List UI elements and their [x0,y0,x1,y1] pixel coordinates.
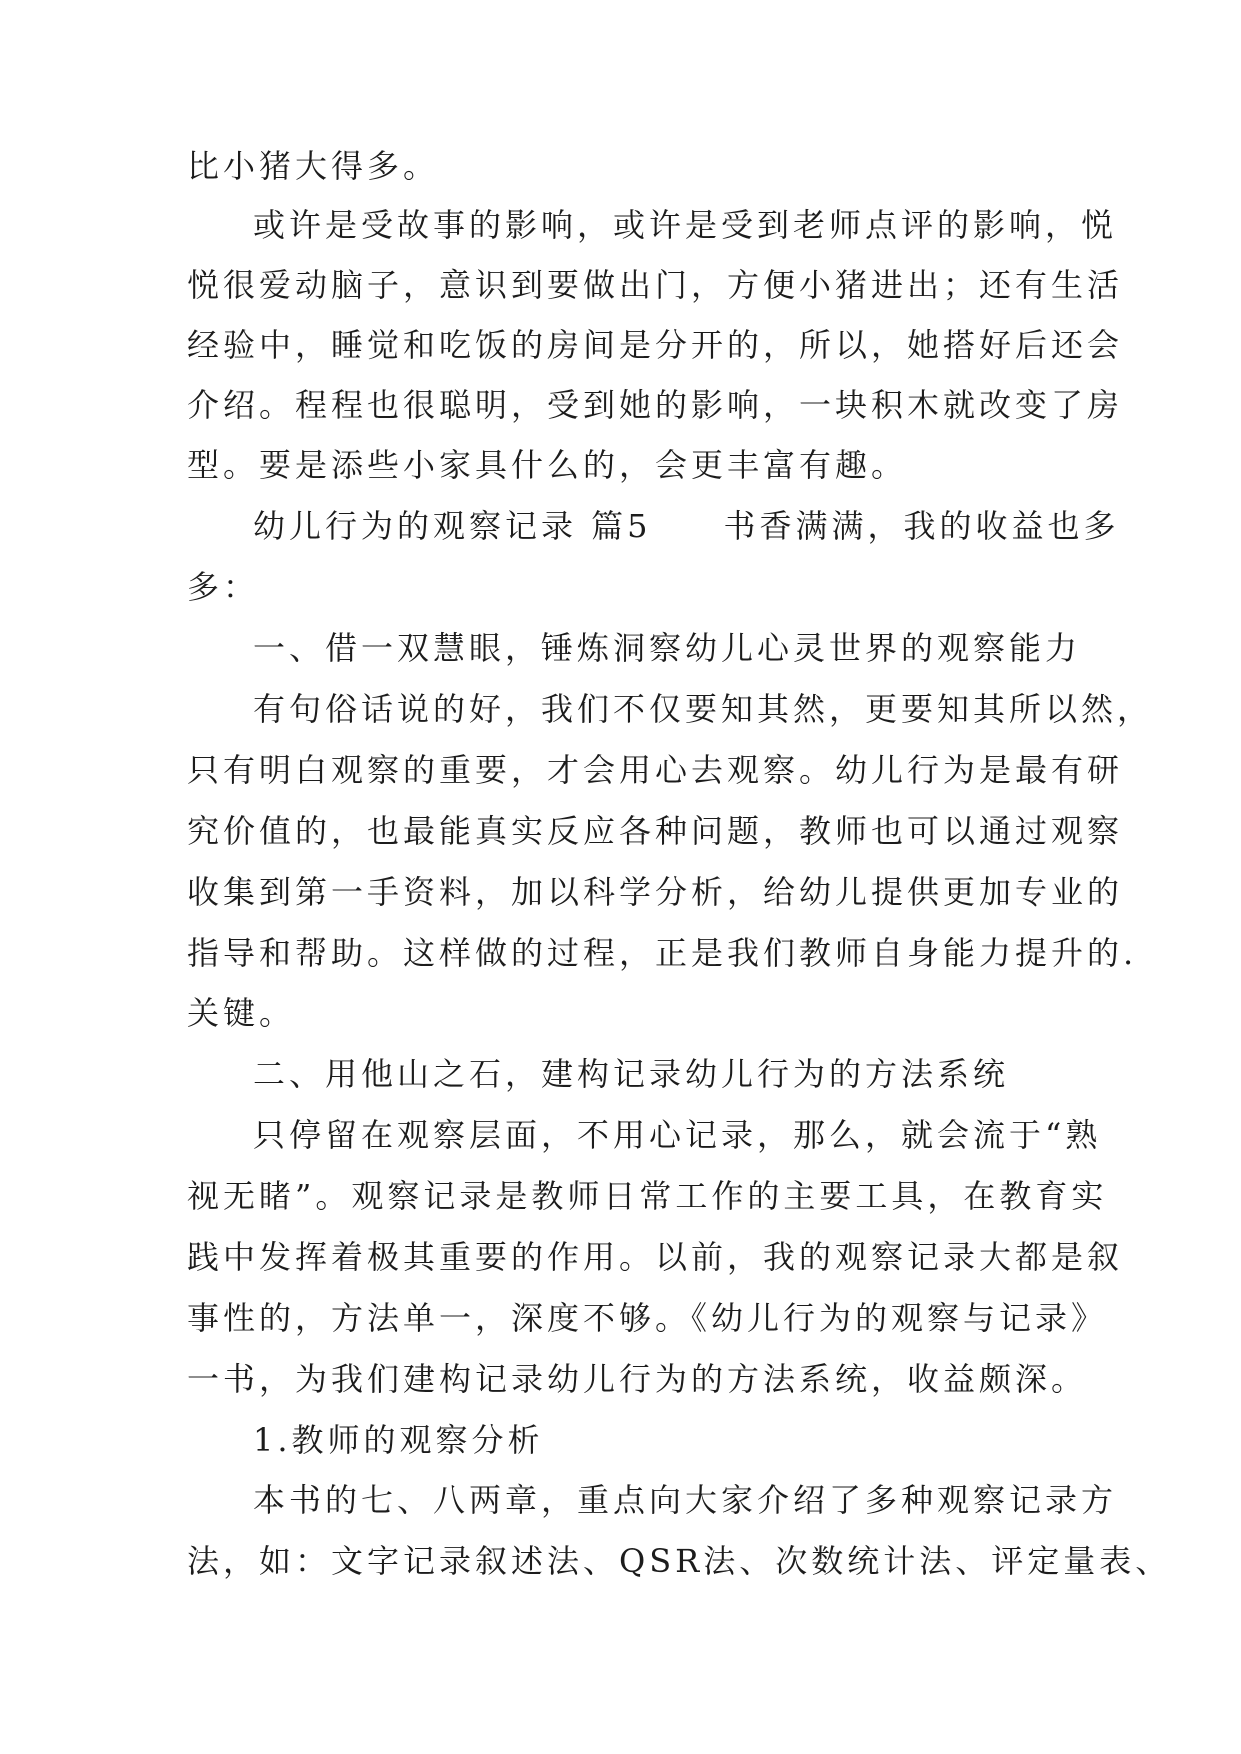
text-line: 法，如：文字记录叙述法、QSR法、次数统计法、评定量表、 [187,1542,1172,1580]
text-line: 指导和帮助。这样做的过程，正是我们教师自身能力提升的. [187,934,1138,972]
subheading: 一、借一双慧眼，锤炼洞察幼儿心灵世界的观察能力 [253,629,1082,667]
text-line: 多： [187,568,260,606]
text-line: 只停留在观察层面，不用心记录，那么，就会流于“熟 [253,1116,1102,1154]
text-line: 只有明白观察的重要，才会用心去观察。幼儿行为是最有研 [187,751,1124,789]
text-line: 悦很爱动脑子，意识到要做出门，方便小猪进出；还有生活 [187,266,1124,304]
text-line: 经验中，睡觉和吃饭的房间是分开的，所以，她搭好后还会 [187,326,1124,364]
text-line: 比小猪大得多。 [187,147,440,185]
subheading: 二、用他山之石，建构记录幼儿行为的方法系统 [253,1055,1010,1093]
text-line: 本书的七、八两章，重点向大家介绍了多种观察记录方 [253,1481,1118,1519]
section-heading: 幼儿行为的观察记录 篇5 书香满满，我的收益也多 [253,507,1120,545]
text-line: 视无睹”。观察记录是教师日常工作的主要工具，在教育实 [187,1177,1108,1215]
text-line: 介绍。程程也很聪明，受到她的影响，一块积木就改变了房 [187,386,1124,424]
text-line: 型。要是添些小家具什么的，会更丰富有趣。 [187,446,908,484]
text-line: 或许是受故事的影响，或许是受到老师点评的影响，悦 [253,206,1118,244]
text-line: 关键。 [187,994,296,1032]
subheading: 1.教师的观察分析 [253,1421,544,1459]
text-line: 究价值的，也最能真实反应各种问题，教师也可以通过观察 [187,812,1124,850]
text-line: 事性的，方法单一，深度不够。《幼儿行为的观察与记录》 [187,1299,1108,1337]
text-line: 践中发挥着极其重要的作用。以前，我的观察记录大都是叙 [187,1238,1124,1276]
text-line: 有句俗话说的好，我们不仅要知其然，更要知其所以然， [253,690,1154,728]
text-line: 一书，为我们建构记录幼儿行为的方法系统，收益颇深。 [187,1360,1088,1398]
text-line: 收集到第一手资料，加以科学分析，给幼儿提供更加专业的 [187,873,1124,911]
